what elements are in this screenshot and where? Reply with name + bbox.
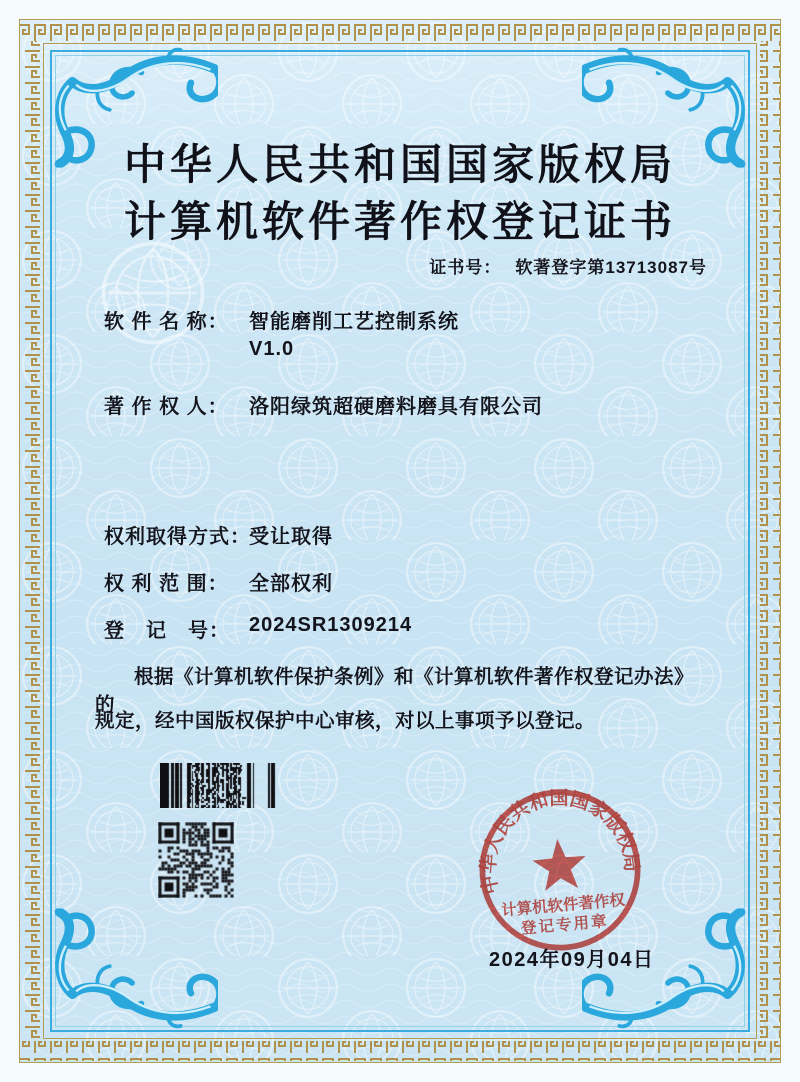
statement-line-1: 根据《计算机软件保护条例》和《计算机软件著作权登记办法》的 bbox=[95, 666, 695, 716]
statement-line-2: 规定，经中国版权保护中心审核，对以上事项予以登记。 bbox=[95, 710, 596, 732]
seal-ring-text: 中华人民共和国国家版权局 bbox=[478, 788, 642, 897]
registration-number-value: 2024SR1309214 bbox=[249, 614, 413, 636]
rights-scope-label: 权 利 范 围： bbox=[104, 573, 229, 595]
official-seal bbox=[472, 782, 648, 958]
qr-code bbox=[158, 822, 234, 898]
rights-acquisition-value: 受让取得 bbox=[249, 526, 333, 548]
certificate-title: 计算机软件著作权登记证书 bbox=[123, 200, 676, 246]
certificate-number-value: 软著登字第13713087号 bbox=[515, 258, 707, 277]
copyright-owner-value: 洛阳绿筑超硬磨料磨具有限公司 bbox=[249, 396, 543, 418]
rights-acquisition-label: 权利取得方式： bbox=[104, 526, 251, 548]
software-name-label: 软 件 名 称： bbox=[104, 311, 229, 333]
software-name-value: 智能磨削工艺控制系统 bbox=[249, 311, 459, 333]
seal-text-line1: 计算机软件著作权 bbox=[500, 891, 626, 920]
registration-date: 2024年09月04日 bbox=[489, 949, 655, 971]
copyright-owner-label: 著 作 权 人： bbox=[104, 396, 229, 418]
seal-star-icon bbox=[531, 837, 588, 892]
certificate-number-line bbox=[429, 253, 707, 278]
software-version-value: V1.0 bbox=[249, 338, 295, 360]
certificate-number-label: 证书号： bbox=[429, 258, 502, 277]
barcode-1d bbox=[160, 763, 276, 808]
corner-flourish-ornament bbox=[50, 908, 218, 1030]
registration-number-label: 登 记 号： bbox=[104, 620, 230, 642]
rights-scope-value: 全部权利 bbox=[249, 573, 333, 595]
seal-text-line2: 登记专用章 bbox=[520, 913, 610, 938]
issuing-authority-title: 中华人民共和国国家版权局 bbox=[123, 143, 676, 189]
